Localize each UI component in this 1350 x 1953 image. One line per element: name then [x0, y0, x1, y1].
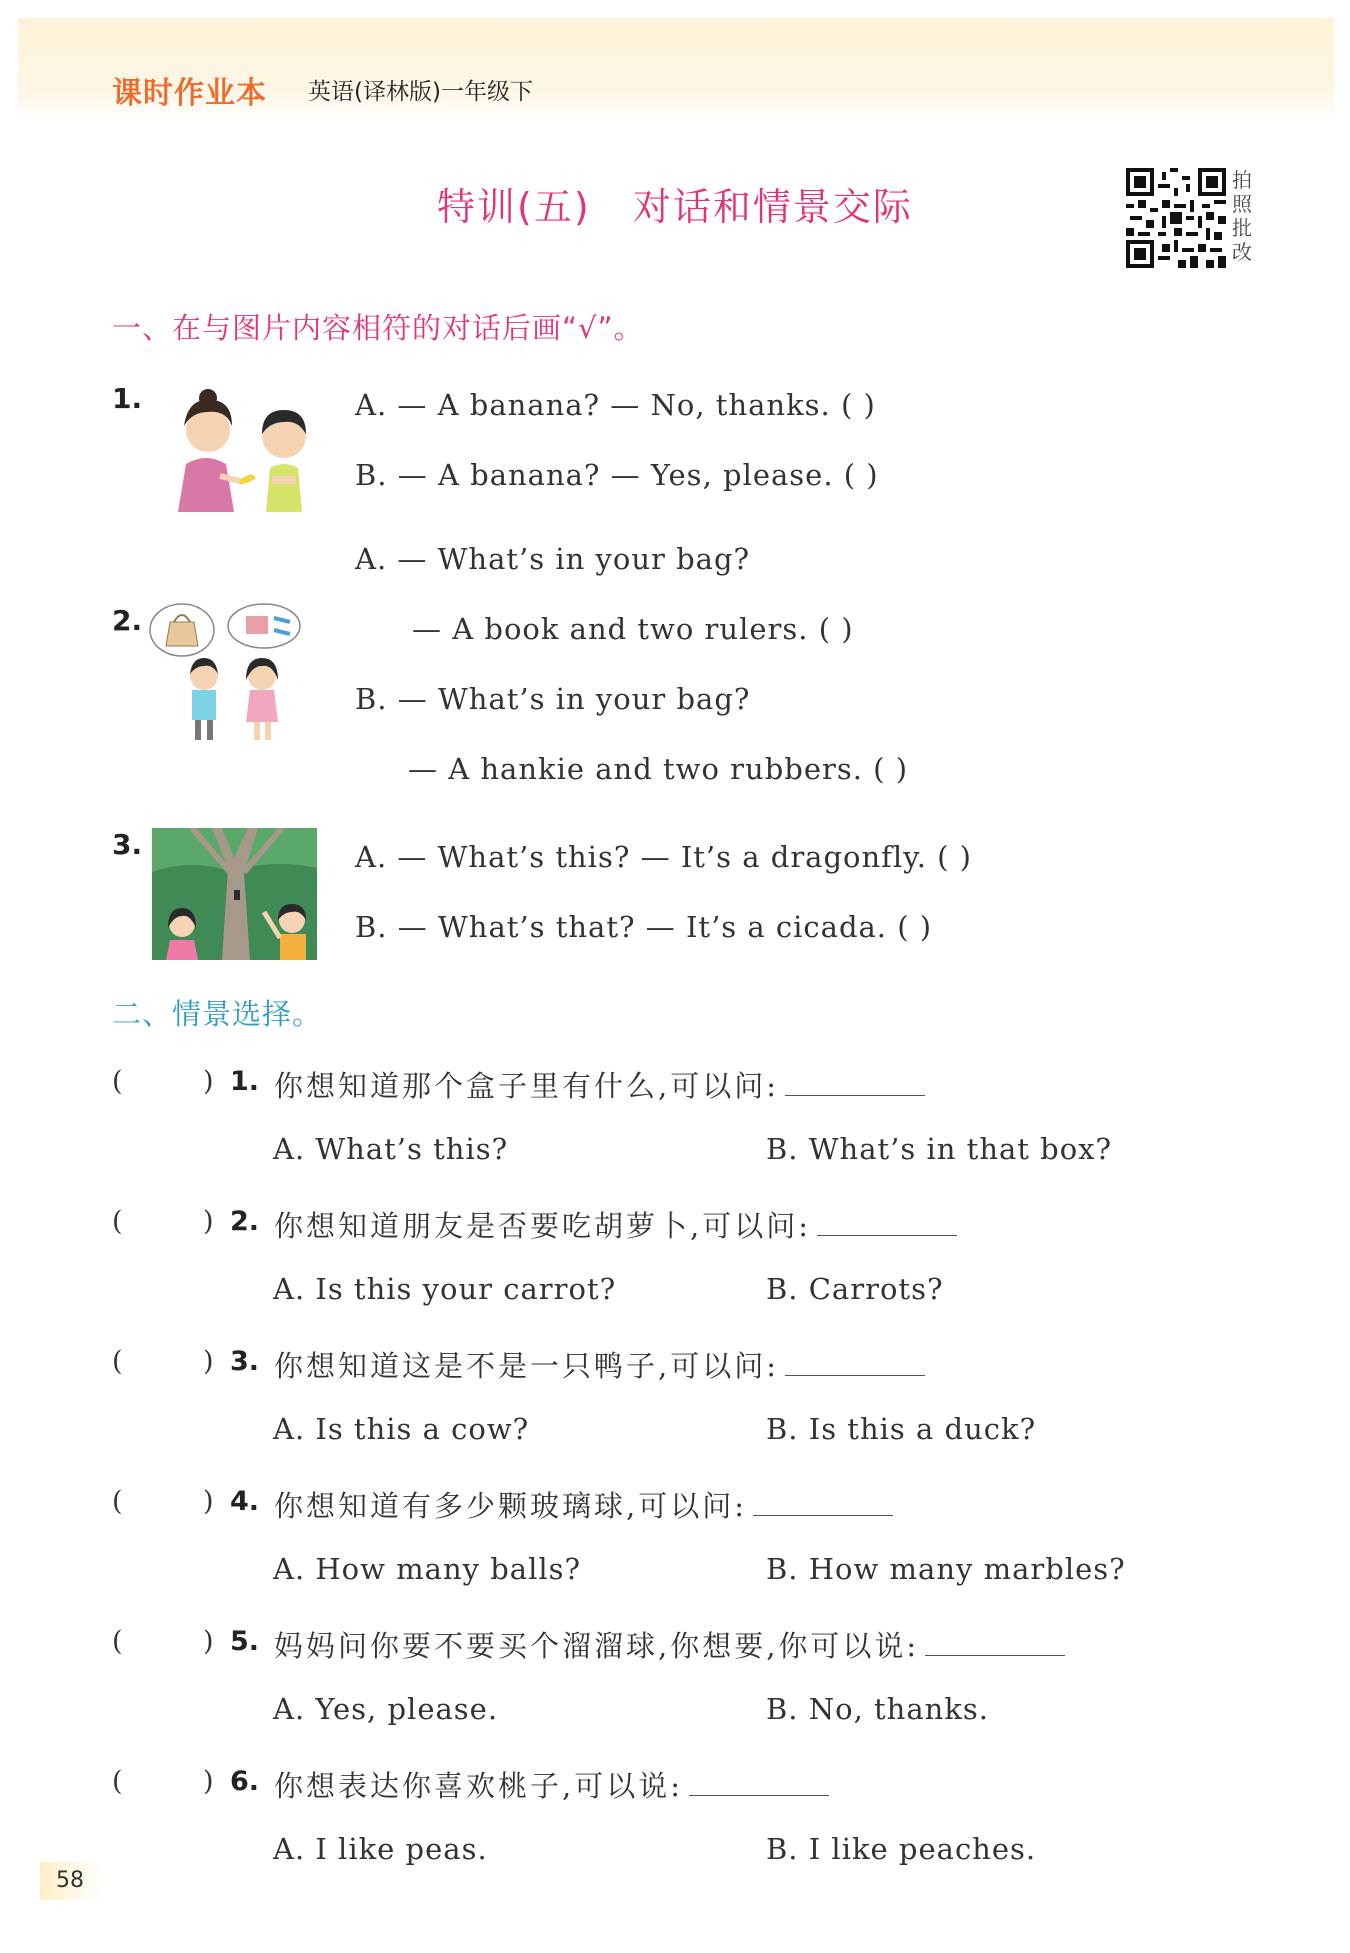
item-4-answer-blank[interactable] — [753, 1491, 893, 1516]
item-6-answer-paren-close: ) — [203, 1766, 214, 1797]
item-2-question: 你想知道朋友是否要吃胡萝卜,可以问: — [274, 1204, 957, 1245]
item-6-number: 6. — [230, 1766, 260, 1797]
item-3-option-b: B. Is this a duck? — [766, 1412, 1037, 1446]
item-6-answer-blank[interactable] — [689, 1771, 829, 1796]
qr-code-icon[interactable] — [1126, 168, 1226, 268]
item-3-option-a: A. Is this a cow? — [273, 1412, 530, 1446]
item-1-answer-paren-open: ( — [112, 1066, 123, 1097]
q2-option-a-question: A. — What’s in your bag? — [355, 542, 751, 576]
question-2-number: 2. — [112, 604, 143, 637]
item-5-option-b: B. No, thanks. — [766, 1692, 989, 1726]
question-3-number: 3. — [112, 828, 143, 861]
q3-option-a: A. — What’s this? — It’s a dragonfly. ( ) — [355, 840, 972, 874]
page-number: 58 — [40, 1862, 104, 1900]
item-2-answer-paren-open: ( — [112, 1206, 123, 1237]
item-5-answer-blank[interactable] — [925, 1631, 1065, 1656]
item-5-option-a: A. Yes, please. — [273, 1692, 499, 1726]
woman-offering-banana-illustration — [160, 384, 310, 514]
item-5-answer-paren-close: ) — [203, 1626, 214, 1657]
book-subtitle: 英语(译林版)一年级下 — [308, 79, 533, 105]
q2-option-b-answer: — A hankie and two rubbers. ( ) — [408, 752, 909, 786]
item-3-question: 你想知道这是不是一只鸭子,可以问: — [274, 1344, 925, 1385]
item-5-number: 5. — [230, 1626, 260, 1657]
q1-option-a: A. — A banana? — No, thanks. ( ) — [355, 388, 876, 422]
item-4-question: 你想知道有多少颗玻璃球,可以问: — [274, 1484, 893, 1525]
item-6-option-b: B. I like peaches. — [766, 1832, 1037, 1866]
qr-label: 拍 照 批 改 — [1232, 168, 1252, 264]
item-1-question: 你想知道那个盒子里有什么,可以问: — [274, 1064, 925, 1105]
item-1-option-b: B. What’s in that box? — [766, 1132, 1113, 1166]
question-1-number: 1. — [112, 382, 143, 415]
item-5-answer-paren-open: ( — [112, 1626, 123, 1657]
q2-option-b-question: B. — What’s in your bag? — [355, 682, 751, 716]
item-4-answer-paren-close: ) — [203, 1486, 214, 1517]
item-6-question: 你想表达你喜欢桃子,可以说: — [274, 1764, 829, 1805]
item-2-answer-blank[interactable] — [817, 1211, 957, 1236]
item-2-answer-paren-close: ) — [203, 1206, 214, 1237]
item-1-option-a: A. What’s this? — [273, 1132, 509, 1166]
item-6-answer-paren-open: ( — [112, 1766, 123, 1797]
item-2-option-a: A. Is this your carrot? — [273, 1272, 617, 1306]
section-1-heading: 一、在与图片内容相符的对话后画“√”。 — [112, 311, 644, 345]
item-5-question: 妈妈问你要不要买个溜溜球,你想要,你可以说: — [274, 1624, 1065, 1665]
q3-option-b: B. — What’s that? — It’s a cicada. ( ) — [355, 910, 933, 944]
item-3-answer-blank[interactable] — [785, 1351, 925, 1376]
brand-title: 课时作业本 — [112, 76, 267, 111]
item-1-number: 1. — [230, 1066, 260, 1097]
item-6-option-a: A. I like peas. — [273, 1832, 488, 1866]
item-4-option-a: A. How many balls? — [273, 1552, 582, 1586]
children-under-tree-illustration — [152, 828, 317, 960]
item-4-number: 4. — [230, 1486, 260, 1517]
item-1-answer-paren-close: ) — [203, 1066, 214, 1097]
item-3-answer-paren-open: ( — [112, 1346, 123, 1377]
q1-option-b: B. — A banana? — Yes, please. ( ) — [355, 458, 879, 492]
page-title: 特训(五) 对话和情景交际 — [437, 185, 913, 229]
children-thinking-about-bags-illustration — [148, 600, 318, 742]
item-1-answer-blank[interactable] — [785, 1071, 925, 1096]
item-3-answer-paren-close: ) — [203, 1346, 214, 1377]
item-4-option-b: B. How many marbles? — [766, 1552, 1126, 1586]
q2-option-a-answer: — A book and two rulers. ( ) — [412, 612, 854, 646]
item-2-number: 2. — [230, 1206, 260, 1237]
item-3-number: 3. — [230, 1346, 260, 1377]
item-4-answer-paren-open: ( — [112, 1486, 123, 1517]
section-2-heading: 二、情景选择。 — [112, 997, 323, 1031]
item-2-option-b: B. Carrots? — [766, 1272, 944, 1306]
